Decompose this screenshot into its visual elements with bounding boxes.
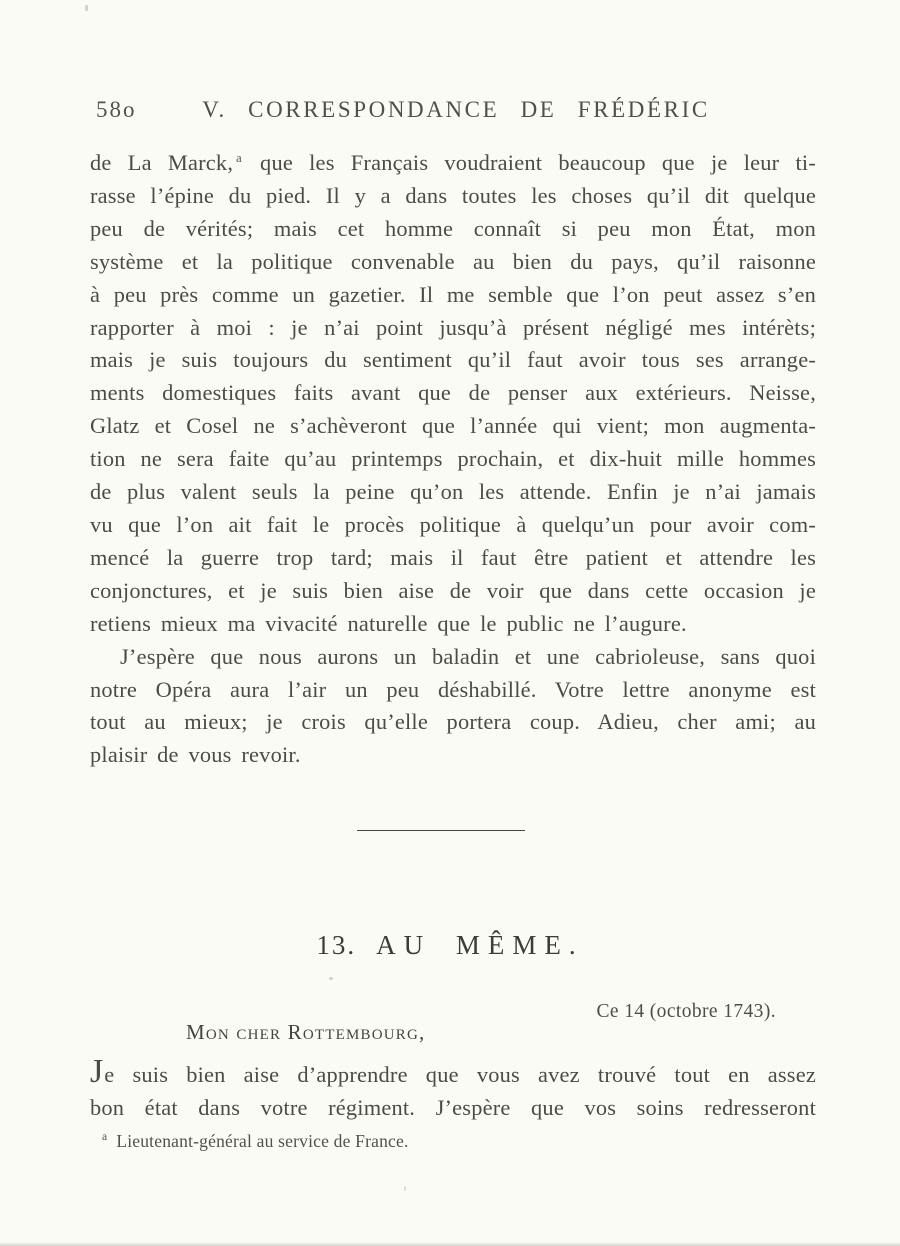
body-line: ments domestiques faits avant que de penser aux extérieurs. Neisse, (90, 380, 816, 406)
body-line: tout au mieux; je crois qu’elle portera coup. Adieu, cher ami; au (90, 709, 816, 735)
footnote-text: Lieutenant-général au service de France. (116, 1131, 409, 1151)
salutation: Mon cher Rottembourg, (186, 1020, 426, 1044)
line-text: de La Marck, (90, 150, 234, 175)
footnote (102, 1131, 409, 1152)
body-line (90, 147, 816, 180)
line-text: e suis bien aise d’apprendre que vous avez trouvé tout en assez (104, 1062, 816, 1087)
body-line: système et la politique convenable au bien du pays, qu’il raisonne (90, 248, 816, 274)
letter-13-text (90, 1053, 816, 1124)
footnote-reference: a (236, 150, 242, 165)
body-line: plaisir de vous revoir. (90, 742, 301, 768)
body-line: à peu près comme un gazetier. Il me semble que l’on peut assez s’en (90, 281, 816, 307)
scan-artifact (85, 5, 88, 11)
scan-artifact (329, 977, 333, 980)
running-header-title: V. CORRESPONDANCE DE FRÉDÉRIC (202, 97, 710, 122)
body-line: Glatz et Cosel ne s’achèveront que l’année qui vient; mon augmenta- (90, 413, 816, 439)
body-line: de plus valent seuls la peine qu’on les attende. Enfin je n’ai jamais (90, 479, 816, 505)
body-line: peu de vérités; mais cet homme connaît si peu mon État, mon (90, 215, 816, 241)
body-line: tion ne sera faite qu’au printemps prochain, et dix-huit mille hommes (90, 446, 816, 472)
body-line: J’espère que nous aurons un baladin et une cabrioleuse, sans quoi (120, 643, 816, 669)
letter-heading (0, 930, 900, 961)
body-line: notre Opéra aura l’air un peu déshabillé. Votre lettre anonyme est (90, 676, 816, 702)
body-line: rapporter à moi : je n’ai point jusqu’à présent négligé mes intérèts; (90, 314, 816, 340)
footnote-marker: a (102, 1131, 108, 1144)
body-line: conjonctures, et je suis bien aise de voir que dans cette occasion je (90, 577, 816, 603)
body-line: retiens mieux ma vivacité naturelle que le public ne l’augure. (90, 610, 687, 636)
body-line (90, 1053, 816, 1091)
page-header (0, 97, 900, 129)
body-line: rasse l’épine du pied. Il y a dans toutes les choses qu’il dit quelque (90, 182, 816, 208)
drop-cap-initial: J (90, 1053, 105, 1090)
body-line: mais je suis toujours du sentiment qu’il faut avoir tous ses arrange- (90, 347, 816, 373)
section-divider (357, 830, 525, 831)
letter-date: Ce 14 (octobre 1743). (596, 1001, 776, 1022)
letter-12-text (90, 147, 816, 772)
body-line: vu que l’on ait fait le procès politique à quelqu’un pour avoir com- (90, 511, 816, 537)
scan-artifact (404, 1186, 406, 1191)
line-text: que les Français voudraient beaucoup que je leur ti- (243, 150, 816, 175)
page-number: 58o (96, 97, 137, 122)
letter-title: AU MÊME. (376, 930, 584, 960)
body-line: bon état dans votre régiment. J’espère que vos soins redresseront (90, 1095, 816, 1120)
body-line: mencé la guerre trop tard; mais il faut être patient et attendre les (90, 544, 816, 570)
letter-number: 13. (316, 930, 357, 960)
